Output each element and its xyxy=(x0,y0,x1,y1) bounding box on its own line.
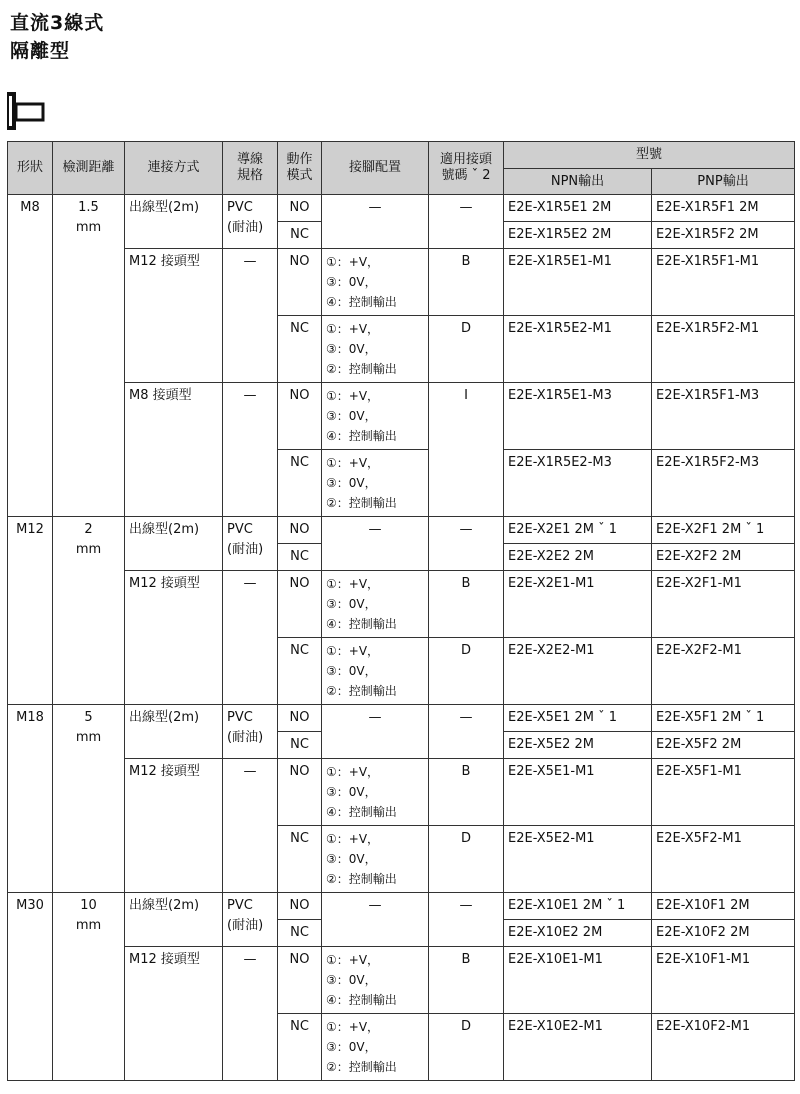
connection-cell: 出線型(2m) xyxy=(125,517,223,571)
spec-table-body xyxy=(8,195,795,1081)
pin-cell: — xyxy=(322,517,429,571)
mode-cell: NC xyxy=(278,638,322,705)
connection-cell: M12 接頭型 xyxy=(125,947,223,1081)
pin-line: ①：+V， xyxy=(326,765,380,779)
header-npn: NPN輸出 xyxy=(504,169,652,195)
table-row xyxy=(8,383,795,450)
pin-cell xyxy=(322,947,429,1014)
pin-line: ②：控制輸出 xyxy=(326,684,397,698)
mode-cell: NC xyxy=(278,1014,322,1081)
pnp-model-cell: E2E-X10F2 2M xyxy=(652,920,795,947)
connection-cell: M8 接頭型 xyxy=(125,383,223,517)
pin-line: ③：0V， xyxy=(326,342,377,356)
pin-line: ③：0V， xyxy=(326,852,377,866)
pin-line: ④：控制輸出 xyxy=(326,617,397,631)
mode-cell: NC xyxy=(278,920,322,947)
pin-line: ①：+V， xyxy=(326,255,380,269)
connection-cell: M12 接頭型 xyxy=(125,571,223,705)
shape-cell: M18 xyxy=(8,705,53,893)
mode-cell: NO xyxy=(278,947,322,1014)
connection-cell: 出線型(2m) xyxy=(125,195,223,249)
mode-cell: NO xyxy=(278,249,322,316)
mode-cell: NC xyxy=(278,222,322,249)
npn-model-cell: E2E-X5E2-M1 xyxy=(504,826,652,893)
pin-line: ③：0V， xyxy=(326,664,377,678)
pin-line: ④：控制輸出 xyxy=(326,993,397,1007)
pnp-model-cell: E2E-X10F2-M1 xyxy=(652,1014,795,1081)
pin-line: ③：0V， xyxy=(326,275,377,289)
connector-cell: B xyxy=(429,947,504,1014)
connector-cell: D xyxy=(429,826,504,893)
pnp-model-cell: E2E-X5F2 2M xyxy=(652,732,795,759)
pin-cell: — xyxy=(322,893,429,947)
table-row xyxy=(8,705,795,732)
pin-cell xyxy=(322,759,429,826)
pin-line: ④：控制輸出 xyxy=(326,429,397,443)
pin-line: ④：控制輸出 xyxy=(326,295,397,309)
npn-model-cell: E2E-X1R5E1-M1 xyxy=(504,249,652,316)
header-pnp: PNP輸出 xyxy=(652,169,795,195)
connector-cell: B xyxy=(429,249,504,316)
connector-cell: — xyxy=(429,195,504,249)
distance-cell: 2 mm xyxy=(53,517,125,705)
mode-cell: NO xyxy=(278,517,322,544)
pin-line: ③：0V， xyxy=(326,476,377,490)
pnp-model-cell: E2E-X1R5F1-M1 xyxy=(652,249,795,316)
connector-cell: I xyxy=(429,383,504,517)
pin-line: ③：0V， xyxy=(326,785,377,799)
table-row xyxy=(8,893,795,920)
pin-line: ③：0V， xyxy=(326,1040,377,1054)
pin-line: ②：控制輸出 xyxy=(326,1060,397,1074)
mode-cell: NO xyxy=(278,893,322,920)
pnp-model-cell: E2E-X1R5F1 2M xyxy=(652,195,795,222)
mode-cell: NO xyxy=(278,383,322,450)
npn-model-cell: E2E-X2E2-M1 xyxy=(504,638,652,705)
pnp-model-cell: E2E-X1R5F1-M3 xyxy=(652,383,795,450)
cable-cell: PVC (耐油) xyxy=(223,517,278,571)
connector-cell: — xyxy=(429,705,504,759)
pnp-model-cell: E2E-X2F2 2M xyxy=(652,544,795,571)
header-cable: 導線 規格 xyxy=(223,142,278,195)
header-model: 型號 xyxy=(504,142,795,169)
cable-cell: PVC (耐油) xyxy=(223,195,278,249)
pnp-model-cell: E2E-X5F2-M1 xyxy=(652,826,795,893)
pnp-model-cell: E2E-X5F1-M1 xyxy=(652,759,795,826)
table-row xyxy=(8,571,795,638)
connector-cell: B xyxy=(429,759,504,826)
pin-line: ②：控制輸出 xyxy=(326,362,397,376)
shielded-sensor-icon xyxy=(7,92,47,132)
cable-cell: PVC (耐油) xyxy=(223,705,278,759)
cable-cell: PVC (耐油) xyxy=(223,893,278,947)
pin-line: ①：+V， xyxy=(326,832,380,846)
connector-cell: D xyxy=(429,1014,504,1081)
pin-line: ①：+V， xyxy=(326,456,380,470)
shape-cell: M12 xyxy=(8,517,53,705)
pin-cell: — xyxy=(322,195,429,249)
cable-cell: — xyxy=(223,571,278,705)
cable-cell: — xyxy=(223,383,278,517)
pin-line: ①：+V， xyxy=(326,644,380,658)
pin-line: ①：+V， xyxy=(326,577,380,591)
pin-cell: — xyxy=(322,705,429,759)
mode-cell: NO xyxy=(278,759,322,826)
connector-cell: — xyxy=(429,893,504,947)
pin-line: ①：+V， xyxy=(326,322,380,336)
distance-cell: 1.5 mm xyxy=(53,195,125,517)
npn-model-cell: E2E-X1R5E1 2M xyxy=(504,195,652,222)
pnp-model-cell: E2E-X2F2-M1 xyxy=(652,638,795,705)
pin-cell xyxy=(322,450,429,517)
pnp-model-cell: E2E-X1R5F2-M3 xyxy=(652,450,795,517)
npn-model-cell: E2E-X10E1-M1 xyxy=(504,947,652,1014)
header-pin: 接腳配置 xyxy=(322,142,429,195)
mode-cell: NC xyxy=(278,826,322,893)
mode-cell: NC xyxy=(278,544,322,571)
connection-cell: 出線型(2m) xyxy=(125,705,223,759)
pnp-model-cell: E2E-X5F1 2M ˇ 1 xyxy=(652,705,795,732)
connector-cell: D xyxy=(429,316,504,383)
connection-cell: M12 接頭型 xyxy=(125,759,223,893)
pnp-model-cell: E2E-X2F1 2M ˇ 1 xyxy=(652,517,795,544)
pin-line: ①：+V， xyxy=(326,953,380,967)
title-line-1: 直流3線式 xyxy=(10,12,105,34)
pnp-model-cell: E2E-X10F1-M1 xyxy=(652,947,795,1014)
pin-line: ②：控制輸出 xyxy=(326,496,397,510)
table-row xyxy=(8,759,795,826)
mode-cell: NO xyxy=(278,571,322,638)
pnp-model-cell: E2E-X1R5F2 2M xyxy=(652,222,795,249)
shape-cell: M30 xyxy=(8,893,53,1081)
spec-table xyxy=(7,141,795,1081)
distance-cell: 5 mm xyxy=(53,705,125,893)
connector-cell: D xyxy=(429,638,504,705)
header-mode: 動作 模式 xyxy=(278,142,322,195)
cable-cell: — xyxy=(223,759,278,893)
mode-cell: NC xyxy=(278,316,322,383)
npn-model-cell: E2E-X1R5E2 2M xyxy=(504,222,652,249)
header-distance: 檢測距離 xyxy=(53,142,125,195)
header-connection: 連接方式 xyxy=(125,142,223,195)
table-row xyxy=(8,249,795,316)
npn-model-cell: E2E-X1R5E2-M1 xyxy=(504,316,652,383)
npn-model-cell: E2E-X5E1-M1 xyxy=(504,759,652,826)
pin-line: ③：0V， xyxy=(326,597,377,611)
connection-cell: 出線型(2m) xyxy=(125,893,223,947)
table-row xyxy=(8,195,795,222)
mode-cell: NC xyxy=(278,732,322,759)
npn-model-cell: E2E-X10E1 2M ˇ 1 xyxy=(504,893,652,920)
pin-cell xyxy=(322,383,429,450)
pin-line: ①：+V， xyxy=(326,1020,380,1034)
cable-cell: — xyxy=(223,249,278,383)
cable-cell: — xyxy=(223,947,278,1081)
pin-line: ②：控制輸出 xyxy=(326,872,397,886)
pin-cell xyxy=(322,638,429,705)
npn-model-cell: E2E-X1R5E2-M3 xyxy=(504,450,652,517)
connection-cell: M12 接頭型 xyxy=(125,249,223,383)
title-line-2: 隔離型 xyxy=(10,40,71,62)
pin-cell xyxy=(322,316,429,383)
npn-model-cell: E2E-X10E2-M1 xyxy=(504,1014,652,1081)
mode-cell: NO xyxy=(278,195,322,222)
distance-cell: 10 mm xyxy=(53,893,125,1081)
pin-cell xyxy=(322,1014,429,1081)
mode-cell: NO xyxy=(278,705,322,732)
header-shape: 形狀 xyxy=(8,142,53,195)
pnp-model-cell: E2E-X1R5F2-M1 xyxy=(652,316,795,383)
connector-cell: — xyxy=(429,517,504,571)
pin-cell xyxy=(322,249,429,316)
pin-cell xyxy=(322,826,429,893)
npn-model-cell: E2E-X2E1-M1 xyxy=(504,571,652,638)
table-row xyxy=(8,947,795,1014)
pin-line: ③：0V， xyxy=(326,973,377,987)
npn-model-cell: E2E-X5E2 2M xyxy=(504,732,652,759)
pin-line: ①：+V， xyxy=(326,389,380,403)
pin-line: ④：控制輸出 xyxy=(326,805,397,819)
pin-cell xyxy=(322,571,429,638)
pnp-model-cell: E2E-X10F1 2M xyxy=(652,893,795,920)
pnp-model-cell: E2E-X2F1-M1 xyxy=(652,571,795,638)
table-row xyxy=(8,517,795,544)
connector-cell: B xyxy=(429,571,504,638)
npn-model-cell: E2E-X1R5E1-M3 xyxy=(504,383,652,450)
mode-cell: NC xyxy=(278,450,322,517)
npn-model-cell: E2E-X5E1 2M ˇ 1 xyxy=(504,705,652,732)
npn-model-cell: E2E-X10E2 2M xyxy=(504,920,652,947)
shape-cell: M8 xyxy=(8,195,53,517)
pin-line: ③：0V， xyxy=(326,409,377,423)
npn-model-cell: E2E-X2E1 2M ˇ 1 xyxy=(504,517,652,544)
npn-model-cell: E2E-X2E2 2M xyxy=(504,544,652,571)
header-connector: 適用接頭 號碼 ˇ 2 xyxy=(429,142,504,195)
